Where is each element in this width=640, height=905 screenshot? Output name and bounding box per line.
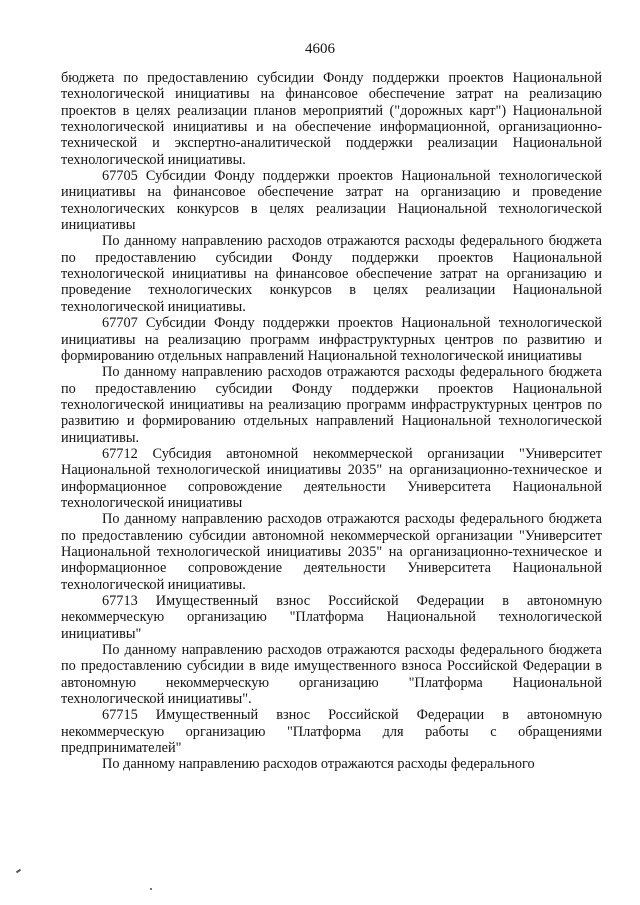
scan-artifact-dot xyxy=(150,888,152,890)
section-body-67705: По данному направлению расходов отражаются расходы федерального бюджета по предоставлению субсидии Фонду поддержки проектов Национальной технологической инициативы на финансовое обеспечение затрат на организацию и проведение технологических конкурсов в целях реализации Национальной технологической инициативы. xyxy=(61,233,602,315)
section-heading-67712: 67712 Субсидия автономной некоммерческой организации "Университет Национальной технологической инициативы 2035" на организационно-техническое и информационное сопровождение деятельности Университета Национальной технологической инициативы xyxy=(61,445,602,511)
section-body-67713: По данному направлению расходов отражаются расходы федерального бюджета по предоставлению субсидии в виде имущественного взноса Российской Федерации в автономную некоммерческую организацию "Платформа Национальной технологической инициативы". xyxy=(61,642,602,708)
section-heading-67713: 67713 Имущественный взнос Российской Федерации в автономную некоммерческую организацию "Платформа Национальной технологической инициативы" xyxy=(61,593,602,642)
section-heading-67707: 67707 Субсидии Фонду поддержки проектов Национальной технологической инициативы на реализацию программ инфраструктурных центров по развитию и формированию отдельных направлений Национальной технологической инициативы xyxy=(61,315,602,364)
document-body xyxy=(61,70,602,773)
section-body-67712: По данному направлению расходов отражаются расходы федерального бюджета по предоставлению субсидии автономной некоммерческой организации "Университет Национальной технологической инициативы 2035" на организационно-техническое и информационное сопровождение деятельности Университета Национальной технологической инициативы. xyxy=(61,511,602,593)
section-body-67707: По данному направлению расходов отражаются расходы федерального бюджета по предоставлению субсидии Фонду поддержки проектов Национальной технологической инициативы на реализацию программ инфраструктурных центров по развитию и формированию отдельных направлений Национальной технологической инициативы. xyxy=(61,364,602,446)
section-heading-67705: 67705 Субсидии Фонду поддержки проектов Национальной технологической инициативы на финансовое обеспечение затрат на организацию и проведение технологических конкурсов в целях реализации Национальной технологической инициативы xyxy=(61,168,602,234)
section-heading-67715: 67715 Имущественный взнос Российской Федерации в автономную некоммерческую организацию "Платформа для работы с обращениями предпринимателей" xyxy=(61,707,602,757)
section-body-67715: По данному направлению расходов отражаются расходы федерального xyxy=(102,756,535,773)
paragraph-continuation: бюджета по предоставлению субсидии Фонду поддержки проектов Национальной технологической инициативы на финансовое обеспечение затрат на реализацию проектов в целях реализации планов мероприятий ("дорожных карт") Национальной технологической инициативы и на обеспечение информационной, организационно-технической и экспертно-аналитической поддержки реализации Национальной технологической инициативы. xyxy=(61,70,602,168)
scan-artifact-mark xyxy=(16,869,21,874)
page-number: 4606 xyxy=(305,41,335,57)
